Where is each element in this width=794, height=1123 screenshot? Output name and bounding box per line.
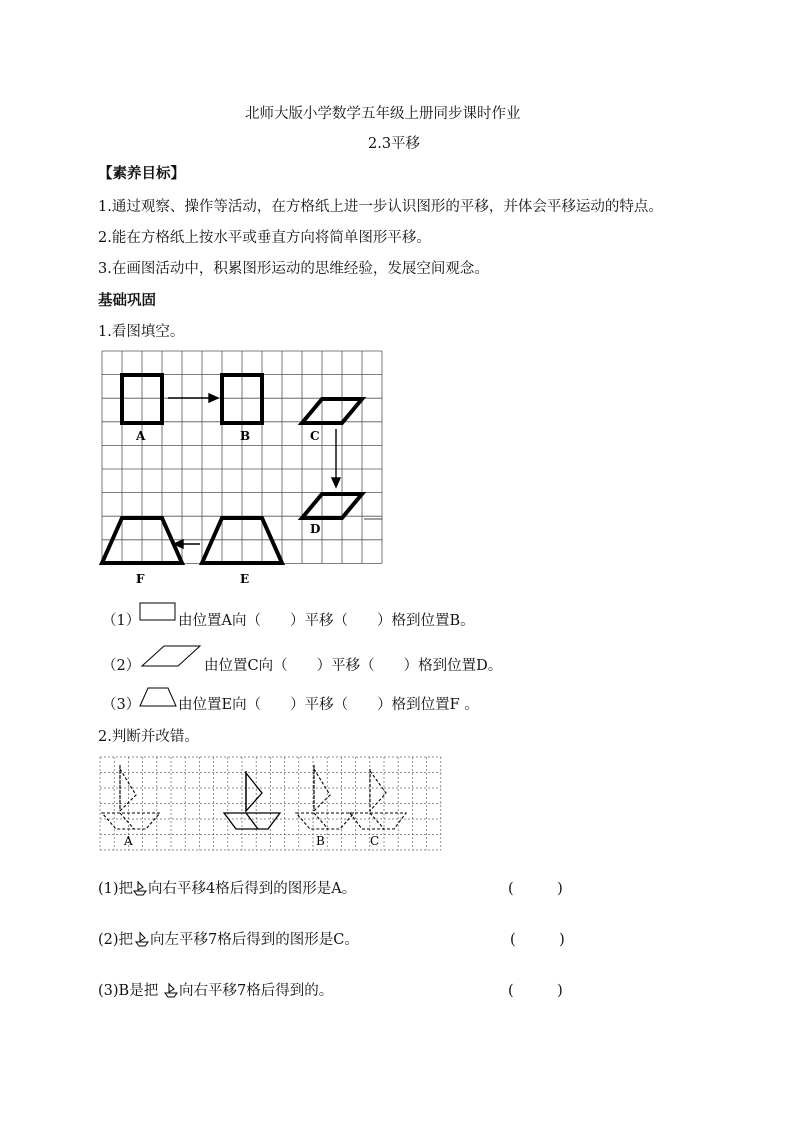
- objectives-heading: 【素养目标】: [98, 165, 185, 182]
- q1-blank-1-text: 由位置A向（ ）平移（ ）格到位置B。: [178, 613, 475, 629]
- label-a: A: [124, 834, 133, 848]
- q2-item-1-pre: (1)把: [98, 881, 134, 897]
- q2-title: 2.判断并改错。: [98, 729, 199, 745]
- label-c: C: [310, 429, 320, 443]
- q2-item-3-answer[interactable]: ( ): [508, 983, 563, 999]
- q1-grid-figure: [102, 351, 384, 586]
- objective-item-1: 1.通过观察、操作等活动，在方格纸上进一步认识图形的平移，并体会平移运动的特点。: [98, 199, 663, 215]
- label-b: B: [240, 429, 251, 443]
- q1-blank-3-num: （3）: [102, 697, 141, 713]
- parallelogram-icon: [140, 644, 202, 668]
- label-d: D: [310, 522, 321, 536]
- boat-a: [102, 765, 160, 829]
- q2-item-2-text: 向左平移7格后得到的图形是C。: [150, 932, 359, 948]
- boat-c: [350, 769, 406, 829]
- trapezoid-icon: [138, 686, 178, 708]
- q1-title: 1.看图填空。: [98, 324, 185, 340]
- q2-item-2-pre: (2)把: [98, 932, 134, 948]
- q2-grid-figure: [100, 757, 454, 853]
- rectangle-icon: [139, 602, 177, 622]
- section-heading: 基础巩固: [98, 292, 156, 309]
- arrow-head-icon: [209, 394, 218, 402]
- objective-item-3: 3.在画图活动中，积累图形运动的思维经验，发展空间观念。: [98, 261, 489, 277]
- q2-item-2-answer[interactable]: ( ): [510, 932, 565, 948]
- q2-item-3-text: 向右平移7格后得到的。: [179, 983, 334, 999]
- label-f: F: [136, 572, 145, 586]
- q2-item-3-pre: (3)B是把: [98, 983, 159, 999]
- boat-original: [224, 771, 280, 829]
- boat-b: [296, 765, 354, 829]
- q1-blank-2-text: 由位置C向（ ）平移（ ）格到位置D。: [204, 658, 503, 674]
- boat-icon: [135, 931, 149, 947]
- boat-icon: [164, 982, 178, 998]
- label-b: B: [316, 834, 325, 848]
- page-title: 北师大版小学数学五年级上册同步课时作业: [245, 106, 521, 122]
- label-c: C: [370, 834, 380, 848]
- shape-c-parallelogram: [302, 399, 362, 423]
- q2-item-1-answer[interactable]: ( ): [508, 881, 563, 897]
- objective-item-2: 2.能在方格纸上按水平或垂直方向将简单图形平移。: [98, 230, 431, 246]
- q1-blank-3-text: 由位置E向（ ）平移（ ）格到位置F 。: [178, 697, 479, 713]
- q1-blank-1-num: （1）: [102, 613, 141, 629]
- page-subtitle: 2.3平移: [368, 136, 421, 152]
- boat-icon: [133, 880, 147, 896]
- label-a: A: [136, 429, 146, 443]
- q1-blank-2-num: （2）: [102, 658, 141, 674]
- label-e: E: [240, 572, 250, 586]
- q2-item-1-text: 向右平移4格后得到的图形是A。: [148, 881, 357, 897]
- shape-d-parallelogram: [302, 494, 362, 518]
- arrow-head-icon: [332, 478, 340, 487]
